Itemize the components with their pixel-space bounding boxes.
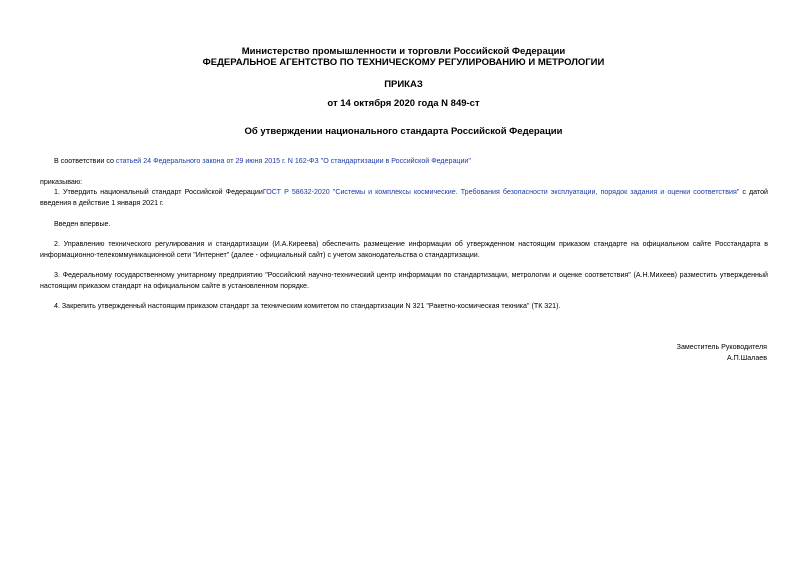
order-word: приказываю:: [40, 178, 83, 186]
document-subject: Об утверждении национального стандарта Российской Федерации: [244, 126, 563, 137]
signatory-position: Заместитель Руководителя: [676, 343, 767, 351]
intro-prefix: В соответствии со: [54, 157, 116, 165]
law-link[interactable]: статьей 24 Федерального закона от 29 июня 2015 г. N 162-ФЗ "О стандартизации в Российской Федерации": [115, 157, 471, 165]
document-date: от 14 октября 2020 года N 849-ст: [327, 98, 480, 109]
item-3-paragraph: 3. Федеральному государственному унитарному предприятию "Российский научно-технический центр информации по стандартизации, метрологии и оценке соответствия" (А.Н.Михеев) разместить утвержденный настоящим приказом стандарт на официальном сайте в установленном порядке.: [40, 271, 768, 290]
signatory-name: А.П.Шалаев: [726, 354, 767, 362]
item-4-paragraph: 4. Закрепить утвержденный настоящим приказом стандарт за техническим комитетом по стандартизации N 321 "Ракетно-космическая техника" (ТК 321).: [54, 302, 561, 310]
standard-link[interactable]: ГОСТ Р 58632-2020 "Системы и комплексы космические. Требования безопасности эксплуатации, порядок задания и оценки соответствия": [262, 188, 740, 196]
item-1-prefix: 1. Утвердить национальный стандарт Российской Федерации: [54, 188, 263, 196]
first-time-note: Введен впервые.: [54, 220, 111, 228]
item-1-suffix: с датой введения в действие 1 января 2021 г.: [40, 188, 768, 207]
item-1-paragraph: [40, 187, 768, 209]
agency-title: ФЕДЕРАЛЬНОЕ АГЕНТСТВО ПО ТЕХНИЧЕСКОМУ РЕГУЛИРОВАНИЮ И МЕТРОЛОГИИ: [202, 57, 605, 68]
document-type: ПРИКАЗ: [384, 79, 423, 90]
intro-paragraph: [40, 156, 768, 167]
item-2-paragraph: 2. Управлению технического регулирования и стандартизации (И.А.Киреева) обеспечить размещение информации об утвержденном настоящим приказом стандарте на официальном сайте Росстандарта в информационно-телекоммуникационной сети "Интернет" (далее - официальный сайт) с учетом законодательства о стандартизации.: [40, 240, 768, 259]
ministry-title: Министерство промышленности и торговли Российской Федерации: [241, 46, 566, 57]
